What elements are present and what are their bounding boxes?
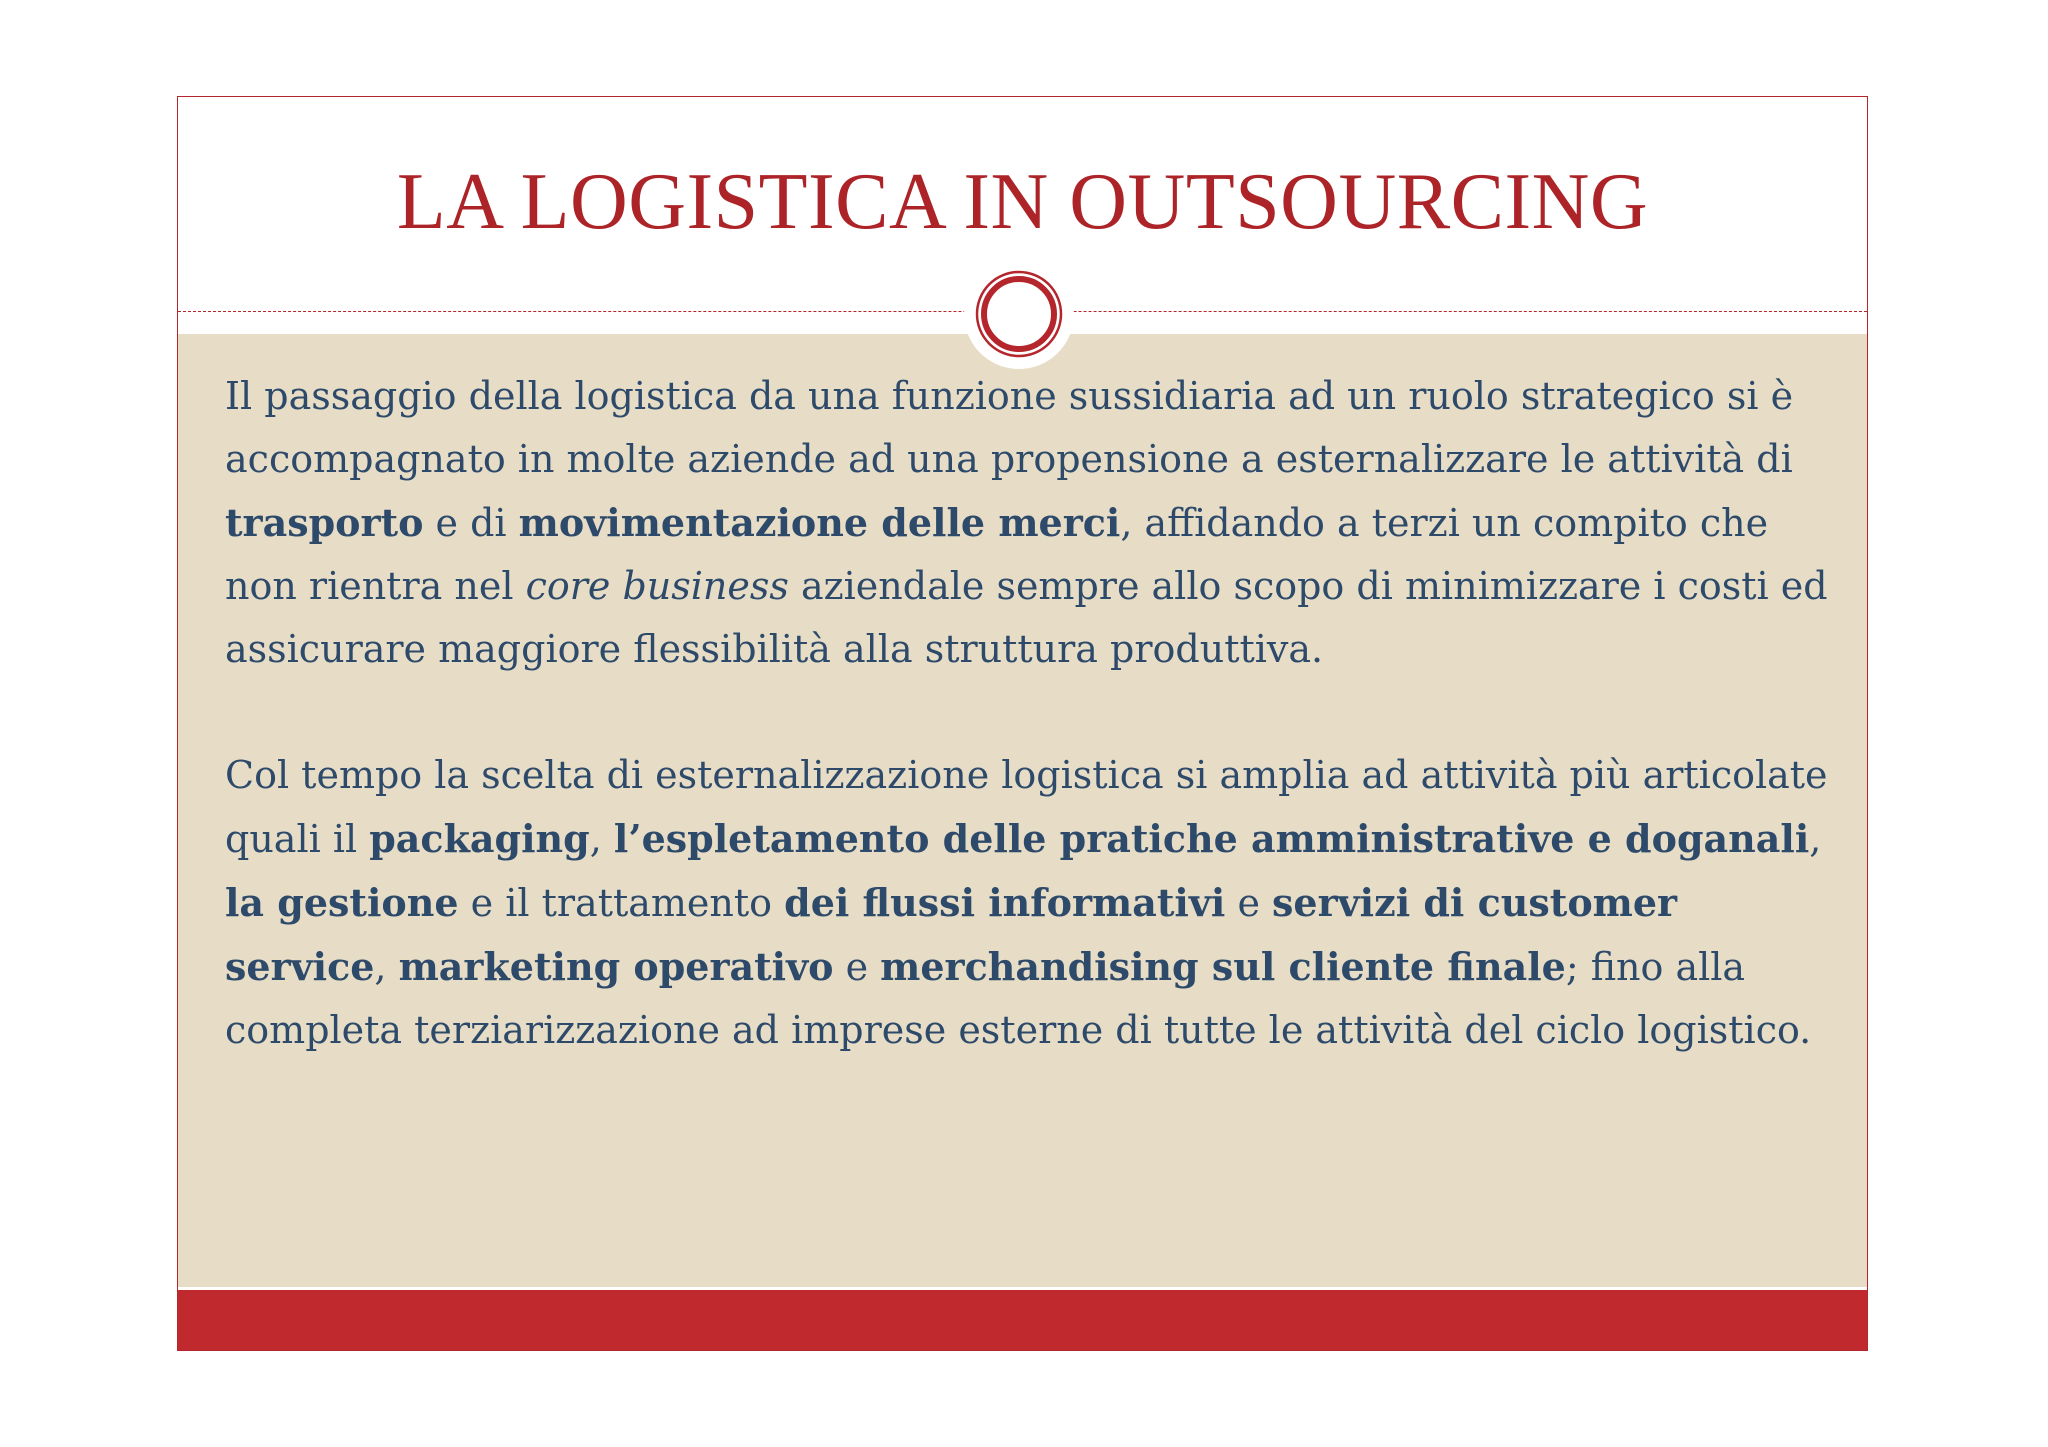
text-segment: e di: [423, 501, 519, 545]
text-segment: ,: [589, 817, 614, 861]
text-segment: e: [833, 945, 881, 989]
text-segment: Col tempo la scelta di esternalizzazione logistica si amplia ad attività più articolate quali il: [225, 753, 1828, 861]
bold-text: trasporto: [225, 500, 424, 545]
bold-text: servizi di customer service: [225, 880, 1678, 989]
text-segment: , affidando a terzi un compito che non rientra nel: [225, 501, 1769, 608]
bold-text: la gestione: [225, 880, 459, 925]
body-text: [225, 365, 1845, 1062]
italic-text: core business: [525, 564, 789, 608]
double-ring-icon: [964, 259, 1074, 369]
text-segment: e: [1225, 881, 1273, 925]
slide: [177, 96, 1868, 1351]
text-segment: Il passaggio della logistica da una funzione sussidiaria ad un ruolo strategico si è accompagnato in molte aziende ad una propensione a esternalizzare le attività di: [225, 374, 1794, 481]
bold-text: marketing operativo: [398, 944, 834, 989]
text-segment: ,: [1809, 817, 1822, 861]
text-segment: ; fino alla completa terziarizzazione ad imprese esterne di tutte le attività del ciclo logistico.: [225, 945, 1812, 1052]
paragraph: [225, 744, 1845, 1062]
text-segment: e il trattamento: [458, 881, 785, 925]
paragraph: [225, 365, 1845, 681]
bold-text: dei flussi informativi: [784, 880, 1226, 925]
bold-text: packaging: [369, 816, 590, 861]
bold-text: l’espletamento delle pratiche amministrative e doganali: [613, 816, 1810, 861]
text-segment: aziendale sempre allo scopo di minimizzare i costi ed assicurare maggiore flessibilità alla struttura produttiva.: [225, 564, 1828, 671]
slide-title: LA LOGISTICA IN OUTSOURCING: [396, 158, 1649, 246]
text-segment: ,: [374, 945, 399, 989]
bold-text: merchandising sul cliente finale: [880, 944, 1566, 989]
double-ring-graphic: [964, 259, 1074, 369]
bold-text: movimentazione delle merci: [518, 500, 1121, 545]
bottom-bar: [178, 1290, 1867, 1351]
